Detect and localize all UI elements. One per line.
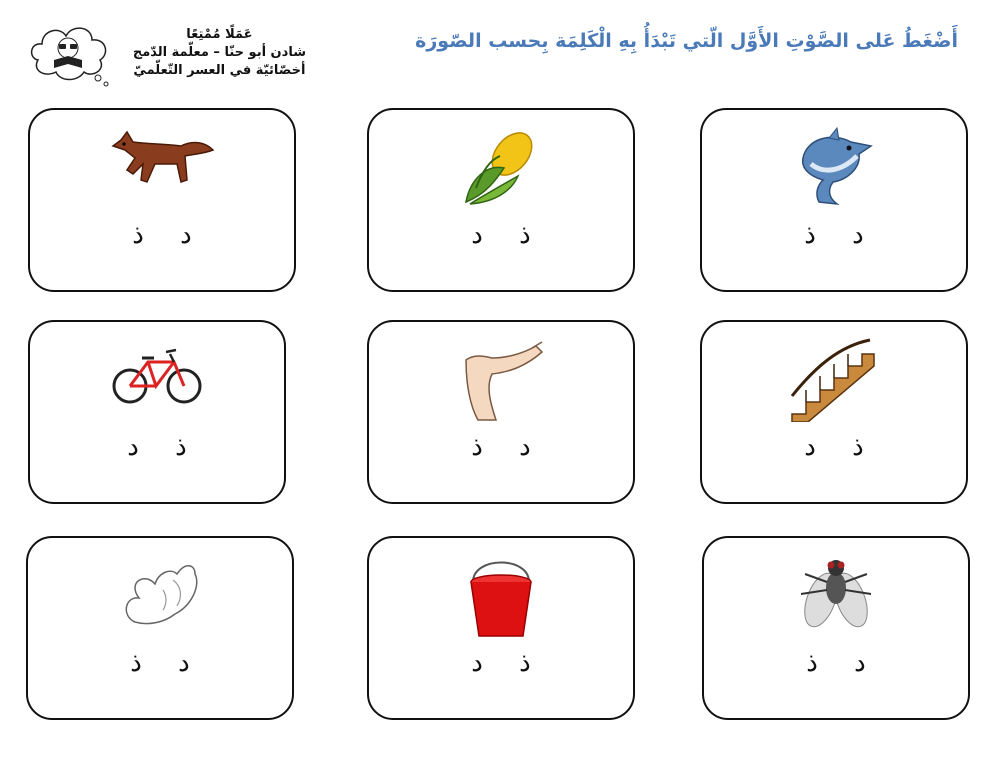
card-arm [367,320,635,504]
letter-option[interactable]: ذ [519,648,531,678]
letter-choices [369,430,633,464]
card-stairs [700,320,968,504]
letter-option[interactable]: ذ [471,432,483,462]
letter-option[interactable]: ذ [852,432,864,462]
letter-option[interactable]: د [471,648,483,678]
page-title: أَضْغَطُ عَلى الصَّوْتِ الأَوَّل الّتي تَبْدَأُ بِهِ الْكَلِمَة بِحسب الصّورَة [415,30,958,52]
corn-icon [456,124,546,208]
letter-choices [704,646,968,680]
letter-choices [702,218,966,252]
arm-icon [456,336,546,422]
dolphin-icon [789,124,879,208]
letter-choices [369,646,633,680]
letter-choices [702,430,966,464]
letter-option[interactable]: د [178,648,190,678]
card-dolphin [700,108,968,292]
card-fox [28,108,296,292]
letter-option[interactable]: د [852,220,864,250]
letter-choices [30,218,294,252]
letter-choices [30,430,284,464]
letter-option[interactable]: د [854,648,866,678]
letter-option[interactable]: د [471,220,483,250]
letter-option[interactable]: د [127,432,139,462]
bicycle-icon [112,336,202,412]
letter-option[interactable]: ذ [175,432,187,462]
letter-option[interactable]: ذ [806,648,818,678]
letter-option[interactable]: د [519,432,531,462]
card-tail [26,536,294,720]
credit-line-1: عَمَلًا مُمْتِعًا [186,27,253,42]
bucket-icon [461,552,541,642]
letter-option[interactable]: د [804,432,816,462]
credit-line-3: أخصّائيّة في العسر التّعلّميّ [133,63,306,78]
letter-option[interactable]: ذ [130,648,142,678]
credit-block [26,20,306,100]
fox-icon [107,124,217,194]
letter-choices [28,646,292,680]
letter-option[interactable]: ذ [804,220,816,250]
stairs-icon [786,336,882,422]
letter-choices [369,218,633,252]
letter-option[interactable]: د [180,220,192,250]
card-bicycle [28,320,286,504]
fly-icon [791,552,881,642]
reading-cloud-icon [26,20,116,90]
card-fly [702,536,970,720]
card-bucket [367,536,635,720]
letter-option[interactable]: ذ [132,220,144,250]
tail-icon [115,552,205,632]
credit-line-2: شادن أبو حنّا – معلّمة الدّمج [132,45,306,60]
letter-option[interactable]: ذ [519,220,531,250]
card-corn [367,108,635,292]
